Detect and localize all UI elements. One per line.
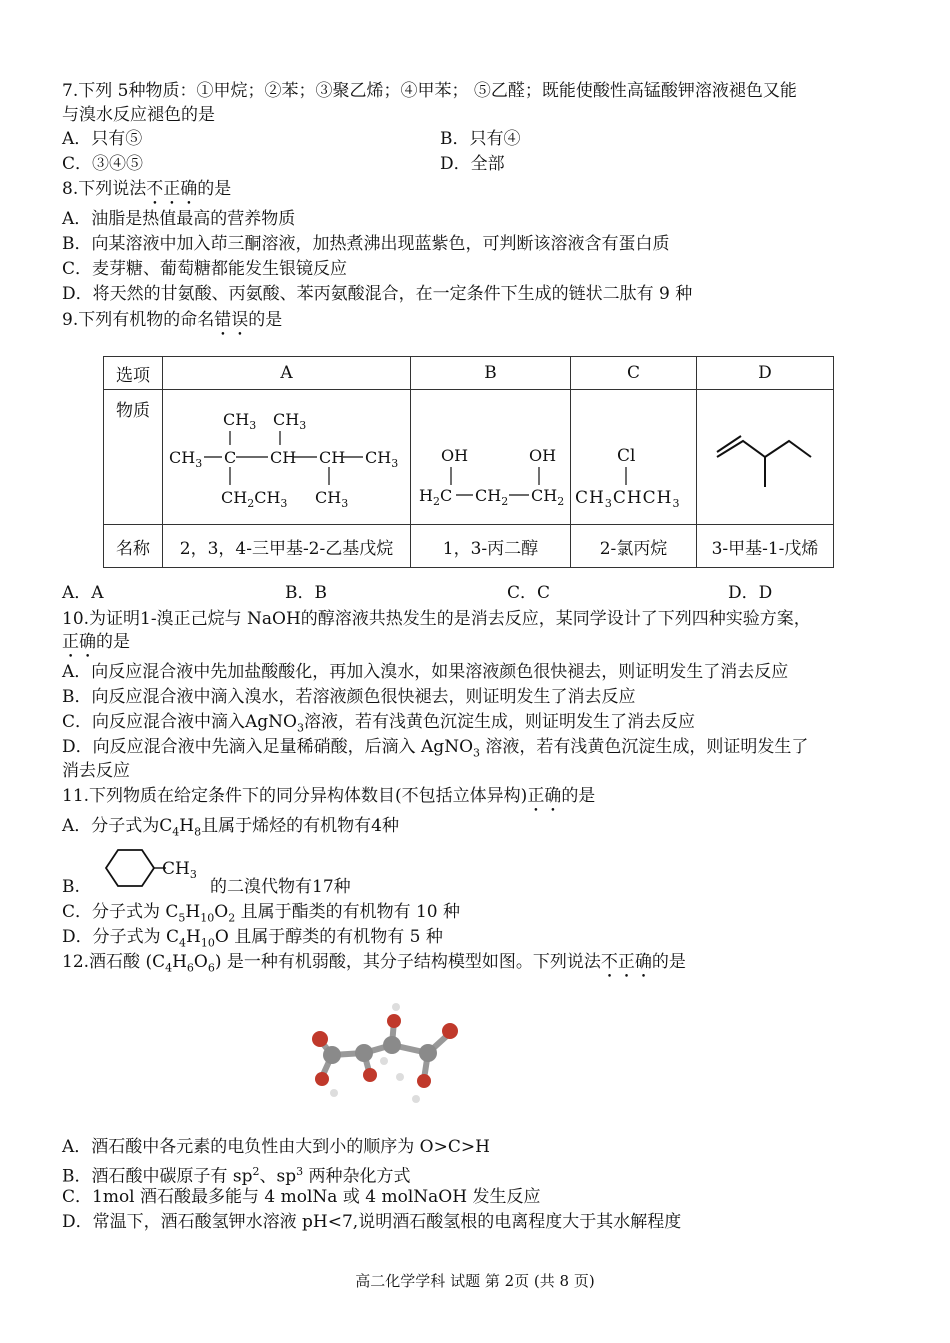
q11-option-d: D．分子式为 $C_4H_{10}O$ 且属于醇类的有机物有 5 种 [62, 927, 443, 950]
q7-option-c: C．③④⑤ [62, 154, 144, 174]
methylcyclohexane-structure [96, 844, 206, 894]
oxygen-atom [417, 1074, 431, 1088]
q10-option-d: D．向反应混合液中先滴入足量稀硝酸，后滴入 AgNO$_3$ 溶液，若有浅黄色沉淀生成，则证明发生了 [62, 737, 809, 760]
oxygen-atom [315, 1072, 329, 1086]
q9-option-a: A．A [62, 583, 104, 603]
q11-option-c: C．分子式为 $C_5H_{10}O_2$ 且属于酯类的有机物有 10 种 [62, 902, 461, 925]
svg-text:OH: OH [529, 445, 557, 465]
svg-text:CH3: $CH_3$ [223, 409, 257, 432]
svg-text:CH3: $CH_3$ [365, 447, 399, 470]
carbon-atom [355, 1044, 373, 1062]
hydrogen-atom [396, 1073, 404, 1081]
svg-text:CH3: $CH_3$ [315, 487, 349, 510]
q7-stem-line2: 与溴水反应褪色的是 [62, 105, 215, 125]
q9-option-b: B．B [285, 583, 327, 603]
tartaric-acid-ball-model [300, 995, 470, 1110]
q9-stem: 9.下列有机物的命名错误的是 [62, 310, 283, 330]
q9-header-d: D [697, 357, 834, 390]
q7-option-b: B．只有④ [440, 129, 521, 149]
q9-structure-a [163, 390, 411, 525]
hydrogen-atom [412, 1095, 420, 1103]
svg-text:CH2: $CH_2$ [475, 485, 509, 508]
q11-stem: 11.下列物质在给定条件下的同分异构体数目(不包括立体异构)正确的是 [62, 786, 596, 806]
q9-structure-d [697, 390, 834, 525]
svg-text:CH: CH [270, 447, 297, 467]
q12-option-b: B．酒石酸中碳原子有 $sp^2$、$sp^3$ 两种杂化方式 [62, 1165, 411, 1187]
q12-option-a: A．酒石酸中各元素的电负性由大到小的顺序为 O>C>H [62, 1137, 490, 1157]
q10-option-a: A．向反应混合液中先加盐酸酸化，再加入溴水，如果溶液颜色很快褪去，则证明发生了消去反应 [62, 662, 789, 682]
svg-text:CH3: $CH_3$ [162, 859, 197, 881]
q8-stem: 8.下列说法不正确的是 [62, 179, 232, 199]
q9-row-name-label: 名称 [104, 525, 163, 568]
q9-header-option: 选项 [104, 357, 163, 390]
svg-text:CH3CHCH3: $CH_3CHCH_3$ [575, 487, 681, 510]
carbon-atom [383, 1036, 401, 1054]
q10-option-b: B．向反应混合液中滴入溴水，若溶液颜色很快褪去，则证明发生了消去反应 [62, 687, 636, 707]
page-footer: 高二化学学科 试题 第 2页 (共 8 页) [355, 1272, 595, 1290]
q8-option-b: B．向某溶液中加入茚三酮溶液，加热煮沸出现蓝紫色，可判断该溶液含有蛋白质 [62, 234, 670, 254]
q9-row-substance-label: 物质 [104, 390, 163, 525]
carbon-atom [323, 1046, 341, 1064]
svg-text:Cl: Cl [617, 445, 636, 466]
svg-text:H2C: $H_2C$ [419, 485, 453, 508]
q8-option-a: A．油脂是热值最高的营养物质 [62, 209, 296, 229]
q7-option-d: D．全部 [440, 154, 505, 174]
q11-option-b-text: 的二溴代物有17种 [210, 877, 351, 897]
q12-option-c: C．1mol 酒石酸最多能与 4 molNa 或 4 molNaOH 发生反应 [62, 1187, 541, 1207]
svg-text:CH3: $CH_3$ [169, 447, 203, 470]
q10-option-d-cont: 消去反应 [62, 761, 130, 781]
q11-option-b-label: B. [62, 877, 80, 897]
hydrogen-atom [380, 1057, 388, 1065]
svg-text:CH3: $CH_3$ [273, 409, 307, 432]
q9-option-c: C．C [507, 583, 551, 603]
q9-table [103, 356, 834, 568]
q9-structure-c [571, 390, 697, 525]
q10-stem-line1: 10.为证明1-溴正己烷与 NaOH的醇溶液共热发生的是消去反应，某同学设计了下列四种实验方案， [62, 609, 811, 629]
carbon-atom [419, 1044, 437, 1062]
hydrogen-atom [330, 1089, 338, 1097]
oxygen-atom [363, 1068, 377, 1082]
hydrogen-atom [392, 1003, 400, 1011]
oxygen-atom [312, 1031, 328, 1047]
q7-stem-line1: 7.下列 5种物质：①甲烷；②苯；③聚乙烯；④甲苯； ⑤乙醛；既能使酸性高锰酸钾溶液褪色又能 [62, 81, 797, 101]
q9-name-b: 1，3-丙二醇 [411, 525, 571, 568]
q8-option-c: C．麦芽糖、葡萄糖都能发生银镜反应 [62, 259, 348, 279]
q9-name-a: 2，3，4-三甲基-2-乙基戊烷 [163, 525, 411, 568]
oxygen-atom [387, 1014, 401, 1028]
q10-option-c: C．向反应混合液中滴入AgNO$_3$溶液，若有浅黄色沉淀生成，则证明发生了消去反应 [62, 712, 695, 735]
q9-header-b: B [411, 357, 571, 390]
svg-text:CH2: $CH_2$ [531, 485, 565, 508]
svg-text:CH: CH [319, 447, 346, 467]
svg-text:C: C [224, 447, 237, 467]
oxygen-atom [442, 1023, 458, 1039]
q9-header-a: A [163, 357, 411, 390]
q11-option-a: A．分子式为$C_4H_8$且属于烯烃的有机物有4种 [62, 816, 399, 839]
q9-name-d: 3-甲基-1-戊烯 [697, 525, 834, 568]
q8-option-d: D．将天然的甘氨酸、丙氨酸、苯丙氨酸混合，在一定条件下生成的链状二肽有 9 种 [62, 284, 693, 304]
q9-header-c: C [571, 357, 697, 390]
svg-text:CH2CH3: $CH_2CH_3$ [221, 487, 288, 510]
q9-name-c: 2-氯丙烷 [571, 525, 697, 568]
q7-option-a: A．只有⑤ [62, 129, 143, 149]
q9-structure-b [411, 390, 571, 525]
q10-stem-line2: 正确的是 [62, 632, 130, 652]
q12-option-d: D．常温下，酒石酸氢钾水溶液 pH<7,说明酒石酸氢根的电离程度大于其水解程度 [62, 1212, 682, 1232]
q12-stem: 12.酒石酸 $(C_4H_6O_6)$ 是一种有机弱酸，其分子结构模型如图。下列说法不正确的是 [62, 952, 686, 975]
q9-option-d: D．D [728, 583, 773, 603]
svg-text:OH: OH [441, 445, 469, 465]
